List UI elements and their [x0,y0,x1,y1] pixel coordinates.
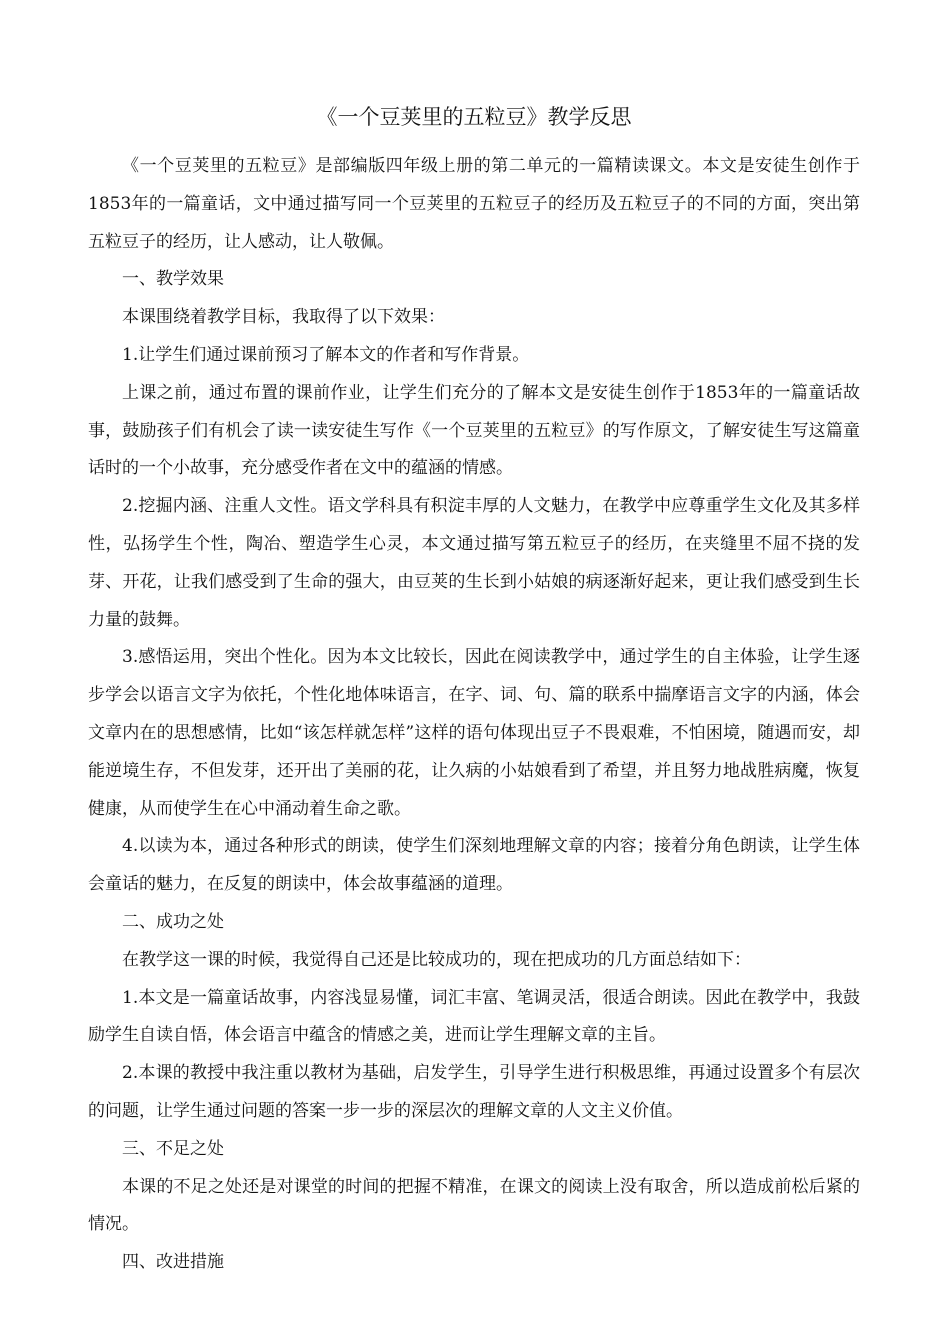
paragraph: 1.本文是一篇童话故事，内容浅显易懂，词汇丰富、笔调灵活，很适合朗读。因此在教学中，我鼓励学生自读自悟，体会语言中蕴含的情感之美，进而让学生理解文章的主旨。 [88,987,860,1046]
section-heading-shortcomings: 三、不足之处 [122,1138,224,1159]
paragraph: 本课围绕着教学目标，我取得了以下效果： [122,307,445,328]
paragraph: 1.让学生们通过课前预习了解本文的作者和写作背景。 [122,344,530,365]
paragraph: 在教学这一课的时候，我觉得自己还是比较成功的，现在把成功的几方面总结如下： [122,949,751,970]
section-heading-improvements: 四、改进措施 [122,1252,224,1273]
section-heading-successes: 二、成功之处 [122,911,224,932]
paragraph: 2.本课的教授中我注重以教材为基础，启发学生，引导学生进行积极思维，再通过设置多个有层次的问题，让学生通过问题的答案一步一步的深层次的理解文章的人文主义价值。 [88,1063,860,1121]
paragraph: 4.以读为本，通过各种形式的朗读，使学生们深刻地理解文章的内容；接着分角色朗读，让学生体会童话的魅力，在反复的朗读中，体会故事蕴涵的道理。 [88,836,860,895]
document-title: 《一个豆荚里的五粒豆》教学反思 [316,105,632,129]
document-page [88,98,860,1282]
paragraph: 本课的不足之处还是对课堂的时间的把握不精准，在课文的阅读上没有取舍，所以造成前松后紧的情况。 [88,1176,860,1235]
paragraph: 3.感悟运用，突出个性化。因为本文比较长，因此在阅读教学中，通过学生的自主体验，让学生逐步学会以语言文字为依托，个性化地体味语言，在字、词、句、篇的联系中揣摩语言文字的内涵，体会文章内在的思想感情，比如“该怎样就怎样”这样的语句体现出豆子不畏艰难，不怕困境，随遇而安，却能逆境生存，不但发芽，还开出了美丽的花，让久病的小姑娘看到了希望，并且努力地战胜病魔，恢复健康，从而使学生在心中涌动着生命之歌。 [88,647,860,819]
section-heading-teaching-effect: 一、教学效果 [122,269,224,290]
paragraph: 上课之前，通过布置的课前作业，让学生们充分的了解本文是安徒生创作于1853年的一篇童话故事，鼓励孩子们有机会了读一读安徒生写作《一个豆荚里的五粒豆》的写作原文，了解安徒生写这篇童话时的一个小故事，充分感受作者在文中的蕴涵的情感。 [88,382,860,479]
intro-paragraph: 《一个豆荚里的五粒豆》是部编版四年级上册的第二单元的一篇精读课文。本文是安徒生创作于1853年的一篇童话，文中通过描写同一个豆荚里的五粒豆子的经历及五粒豆子的不同的方面，突出第五粒豆子的经历，让人感动，让人敬佩。 [88,156,860,252]
paragraph: 2.挖掘内涵、注重人文性。语文学科具有积淀丰厚的人文魅力，在教学中应尊重学生文化及其多样性，弘扬学生个性，陶冶、塑造学生心灵，本文通过描写第五粒豆子的经历，在夹缝里不屈不挠的发芽、开花，让我们感受到了生命的强大，由豆荚的生长到小姑娘的病逐渐好起来，更让我们感受到生长力量的鼓舞。 [88,496,860,630]
